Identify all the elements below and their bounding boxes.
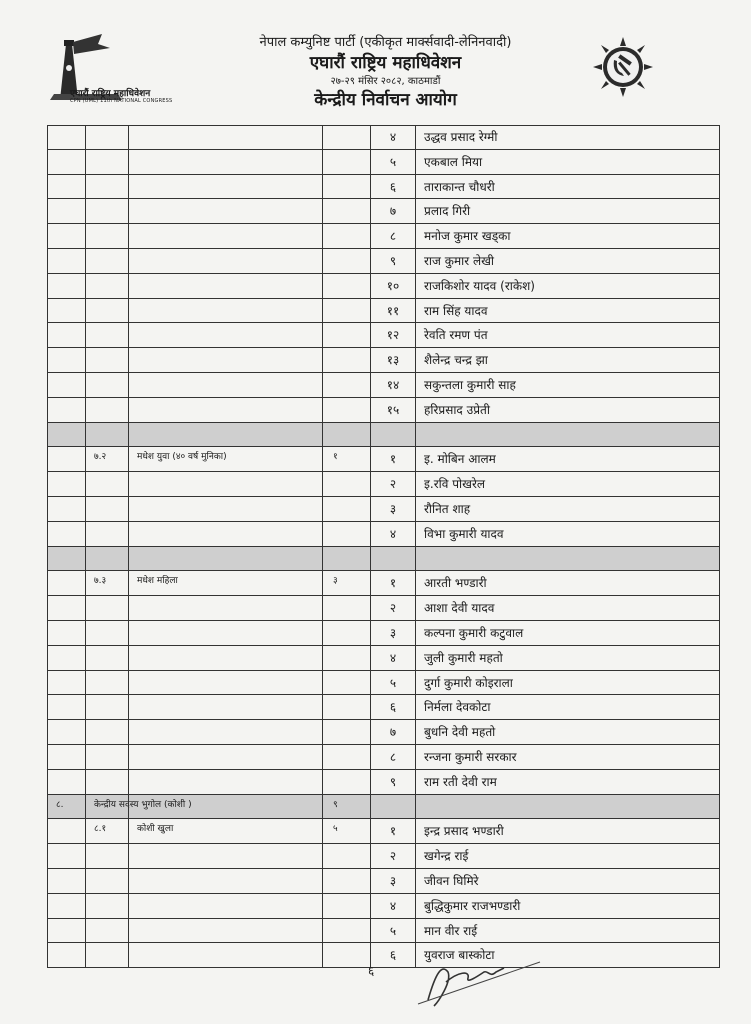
section-number bbox=[47, 547, 85, 571]
serial-number: ८ bbox=[370, 224, 415, 248]
serial-number: ३ bbox=[370, 621, 415, 645]
candidate-name: मनोज कुमार खड्का bbox=[415, 224, 720, 248]
section-number bbox=[47, 175, 85, 199]
seat-count: ३ bbox=[322, 571, 370, 595]
category-name bbox=[128, 795, 322, 819]
category-name bbox=[128, 596, 322, 620]
serial-number: ५ bbox=[370, 150, 415, 174]
seat-count: ९ bbox=[322, 795, 370, 819]
serial-number: ५ bbox=[370, 919, 415, 943]
category-name bbox=[128, 646, 322, 670]
serial-number: ११ bbox=[370, 299, 415, 323]
table-row bbox=[47, 869, 720, 894]
candidate-name: आरती भण्डारी bbox=[415, 571, 720, 595]
section-number bbox=[47, 596, 85, 620]
category-name bbox=[128, 770, 322, 794]
seat-count bbox=[322, 175, 370, 199]
logo-caption: एघारौं राष्ट्रिय महाधिवेशन bbox=[70, 89, 151, 99]
candidate-name: मान वीर राई bbox=[415, 919, 720, 943]
page-number: ६ bbox=[368, 964, 375, 978]
candidate-name: खगेन्द्र राई bbox=[415, 844, 720, 868]
seat-count bbox=[322, 869, 370, 893]
section-number bbox=[47, 646, 85, 670]
section-number bbox=[47, 224, 85, 248]
category-name bbox=[128, 373, 322, 397]
category-name bbox=[128, 348, 322, 372]
subsection-number bbox=[85, 274, 128, 298]
subsection-number bbox=[85, 720, 128, 744]
table-row bbox=[47, 373, 720, 398]
category-name bbox=[128, 323, 322, 347]
subsection-number bbox=[85, 596, 128, 620]
table-row bbox=[47, 671, 720, 696]
subsection-number bbox=[85, 199, 128, 223]
table-row bbox=[47, 943, 720, 968]
candidate-name: राम सिंह यादव bbox=[415, 299, 720, 323]
table-row bbox=[47, 646, 720, 671]
candidate-name: रौनित शाह bbox=[415, 497, 720, 521]
party-name: नेपाल कम्युनिष्ट पार्टी (एकीकृत मार्क्सवादी-लेनिनवादी) bbox=[259, 35, 512, 50]
serial-number: १ bbox=[370, 819, 415, 843]
candidate-name: एकबाल मिया bbox=[415, 150, 720, 174]
category-name bbox=[128, 224, 322, 248]
seat-count bbox=[322, 224, 370, 248]
subsection-number bbox=[85, 323, 128, 347]
serial-number: ५ bbox=[370, 671, 415, 695]
seat-count: ५ bbox=[322, 819, 370, 843]
table-row bbox=[47, 199, 720, 224]
serial-number bbox=[370, 423, 415, 447]
seat-count bbox=[322, 720, 370, 744]
seat-count bbox=[322, 547, 370, 571]
serial-number: ६ bbox=[370, 943, 415, 967]
table-row bbox=[47, 447, 720, 472]
serial-number: १ bbox=[370, 447, 415, 471]
subsection-number bbox=[85, 249, 128, 273]
category-name bbox=[128, 175, 322, 199]
subsection-number bbox=[85, 646, 128, 670]
serial-number: २ bbox=[370, 596, 415, 620]
category-name bbox=[128, 745, 322, 769]
section-row bbox=[47, 795, 720, 820]
table-row bbox=[47, 844, 720, 869]
section-number bbox=[47, 423, 85, 447]
seat-count bbox=[322, 522, 370, 546]
subsection-number bbox=[85, 175, 128, 199]
category-name bbox=[128, 522, 322, 546]
serial-number bbox=[370, 795, 415, 819]
seat-count bbox=[322, 621, 370, 645]
seat-count: १ bbox=[322, 447, 370, 471]
subsection-number bbox=[85, 621, 128, 645]
subsection-number bbox=[85, 497, 128, 521]
serial-number: ४ bbox=[370, 125, 415, 149]
candidate-name: इन्द्र प्रसाद भण्डारी bbox=[415, 819, 720, 843]
candidate-name: इ.रवि पोखरेल bbox=[415, 472, 720, 496]
seat-count bbox=[322, 472, 370, 496]
seat-count bbox=[322, 299, 370, 323]
candidate-name: शैलेन्द्र चन्द्र झा bbox=[415, 348, 720, 372]
table-row bbox=[47, 249, 720, 274]
candidate-name: सकुन्तला कुमारी साह bbox=[415, 373, 720, 397]
table-row bbox=[47, 894, 720, 919]
section-number bbox=[47, 621, 85, 645]
seat-count bbox=[322, 373, 370, 397]
candidate-name: प्रलाद गिरी bbox=[415, 199, 720, 223]
seat-count bbox=[322, 745, 370, 769]
category-name bbox=[128, 150, 322, 174]
seat-count bbox=[322, 348, 370, 372]
table-row bbox=[47, 819, 720, 844]
subsection-number: ७.३ bbox=[85, 571, 128, 595]
section-number bbox=[47, 373, 85, 397]
serial-number: ७ bbox=[370, 720, 415, 744]
subsection-number bbox=[85, 869, 128, 893]
category-name bbox=[128, 423, 322, 447]
category-name bbox=[128, 497, 322, 521]
table-row bbox=[47, 150, 720, 175]
section-number bbox=[47, 299, 85, 323]
section-number bbox=[47, 869, 85, 893]
category-name bbox=[128, 299, 322, 323]
seat-count bbox=[322, 770, 370, 794]
category-name bbox=[128, 869, 322, 893]
candidate-name: ताराकान्त चौधरी bbox=[415, 175, 720, 199]
serial-number: १ bbox=[370, 571, 415, 595]
table-row bbox=[47, 398, 720, 423]
serial-number: ६ bbox=[370, 695, 415, 719]
signature-icon bbox=[408, 942, 548, 1012]
seat-count bbox=[322, 695, 370, 719]
seat-count bbox=[322, 646, 370, 670]
table-row bbox=[47, 522, 720, 547]
table-row bbox=[47, 720, 720, 745]
candidate-name bbox=[415, 795, 720, 819]
seat-count bbox=[322, 894, 370, 918]
section-number bbox=[47, 348, 85, 372]
section-number bbox=[47, 671, 85, 695]
section-number bbox=[47, 919, 85, 943]
category-name: मधेश युवा (४० वर्ष मुनिका) bbox=[128, 447, 322, 471]
category-name bbox=[128, 844, 322, 868]
subsection-number bbox=[85, 398, 128, 422]
table-row bbox=[47, 571, 720, 596]
candidate-name: रेवति रमण पंत bbox=[415, 323, 720, 347]
subsection-number: ७.२ bbox=[85, 447, 128, 471]
section-number bbox=[47, 497, 85, 521]
table-row bbox=[47, 125, 720, 150]
seat-count bbox=[322, 150, 370, 174]
table-row bbox=[47, 224, 720, 249]
candidate-name: राजकिशोर यादव (राकेश) bbox=[415, 274, 720, 298]
serial-number: ३ bbox=[370, 869, 415, 893]
section-number bbox=[47, 447, 85, 471]
serial-number: ४ bbox=[370, 646, 415, 670]
subsection-number bbox=[85, 745, 128, 769]
candidate-name bbox=[415, 423, 720, 447]
subsection-number bbox=[85, 423, 128, 447]
subsection-number bbox=[85, 522, 128, 546]
seat-count bbox=[322, 323, 370, 347]
serial-number: १३ bbox=[370, 348, 415, 372]
category-name bbox=[128, 919, 322, 943]
section-number bbox=[47, 199, 85, 223]
serial-number: १५ bbox=[370, 398, 415, 422]
candidate-name: आशा देवी यादव bbox=[415, 596, 720, 620]
commission-title: केन्द्रीय निर्वाचन आयोग bbox=[314, 90, 457, 110]
table-row bbox=[47, 497, 720, 522]
table-row bbox=[47, 472, 720, 497]
category-name bbox=[128, 894, 322, 918]
serial-number: ७ bbox=[370, 199, 415, 223]
seat-count bbox=[322, 844, 370, 868]
subsection-number bbox=[85, 373, 128, 397]
table-row bbox=[47, 770, 720, 795]
section-number bbox=[47, 819, 85, 843]
seat-count bbox=[322, 274, 370, 298]
category-name: मधेश महिला bbox=[128, 571, 322, 595]
subsection-number: केन्द्रीय सदस्य भुगोल (कोशी ) bbox=[85, 795, 128, 819]
hammer-sickle-emblem-icon bbox=[592, 36, 654, 98]
subsection-number bbox=[85, 919, 128, 943]
table-row bbox=[47, 745, 720, 770]
candidate-name: युवराज बास्कोटा bbox=[415, 943, 720, 967]
category-name bbox=[128, 621, 322, 645]
subsection-number bbox=[85, 224, 128, 248]
table-row bbox=[47, 621, 720, 646]
table-row bbox=[47, 348, 720, 373]
seat-count bbox=[322, 125, 370, 149]
serial-number: १४ bbox=[370, 373, 415, 397]
logo-caption-english: CPN (UML) 11th NATIONAL CONGRESS bbox=[70, 98, 173, 104]
serial-number: ४ bbox=[370, 522, 415, 546]
category-name bbox=[128, 125, 322, 149]
table-row bbox=[47, 175, 720, 200]
serial-number: २ bbox=[370, 844, 415, 868]
seat-count bbox=[322, 596, 370, 620]
serial-number: ८ bbox=[370, 745, 415, 769]
subsection-number bbox=[85, 348, 128, 372]
category-name bbox=[128, 671, 322, 695]
subsection-number bbox=[85, 671, 128, 695]
subsection-number bbox=[85, 894, 128, 918]
serial-number bbox=[370, 547, 415, 571]
subsection-number bbox=[85, 547, 128, 571]
candidate-name: इ. मोबिन आलम bbox=[415, 447, 720, 471]
serial-number: १२ bbox=[370, 323, 415, 347]
seat-count bbox=[322, 943, 370, 967]
category-name bbox=[128, 943, 322, 967]
section-number bbox=[47, 249, 85, 273]
candidate-name: उद्धव प्रसाद रेग्मी bbox=[415, 125, 720, 149]
candidate-table bbox=[47, 125, 720, 968]
subsection-number bbox=[85, 299, 128, 323]
subsection-number: ८.१ bbox=[85, 819, 128, 843]
subsection-number bbox=[85, 943, 128, 967]
table-row bbox=[47, 596, 720, 621]
section-number bbox=[47, 894, 85, 918]
section-number bbox=[47, 125, 85, 149]
subsection-number bbox=[85, 150, 128, 174]
table-row bbox=[47, 695, 720, 720]
serial-number: २ bbox=[370, 472, 415, 496]
letterhead bbox=[0, 0, 751, 118]
serial-number: ६ bbox=[370, 175, 415, 199]
seat-count bbox=[322, 497, 370, 521]
candidate-name: राम रती देवी राम bbox=[415, 770, 720, 794]
section-number bbox=[47, 274, 85, 298]
category-name: कोशी खुला bbox=[128, 819, 322, 843]
section-number bbox=[47, 720, 85, 744]
section-number bbox=[47, 745, 85, 769]
seat-count bbox=[322, 423, 370, 447]
seat-count bbox=[322, 249, 370, 273]
section-number bbox=[47, 323, 85, 347]
date-place: २७-२९ मंसिर २०८२, काठमाडौं bbox=[330, 76, 441, 87]
category-name bbox=[128, 199, 322, 223]
category-name bbox=[128, 398, 322, 422]
section-number bbox=[47, 398, 85, 422]
table-row bbox=[47, 299, 720, 324]
category-name bbox=[128, 249, 322, 273]
section-number bbox=[47, 844, 85, 868]
category-name bbox=[128, 274, 322, 298]
candidate-name: कल्पना कुमारी कटुवाल bbox=[415, 621, 720, 645]
candidate-name: निर्मला देवकोटा bbox=[415, 695, 720, 719]
section-number: ८. bbox=[47, 795, 85, 819]
serial-number: १० bbox=[370, 274, 415, 298]
candidate-name: राज कुमार लेखी bbox=[415, 249, 720, 273]
section-number bbox=[47, 472, 85, 496]
section-number bbox=[47, 695, 85, 719]
candidate-name: हरिप्रसाद उप्रेती bbox=[415, 398, 720, 422]
subsection-number bbox=[85, 695, 128, 719]
candidate-name: जुली कुमारी महतो bbox=[415, 646, 720, 670]
section-row bbox=[47, 423, 720, 448]
subsection-number bbox=[85, 844, 128, 868]
candidate-name: बुद्धिकुमार राजभण्डारी bbox=[415, 894, 720, 918]
candidate-name: बुधनि देवी महतो bbox=[415, 720, 720, 744]
category-name bbox=[128, 695, 322, 719]
section-number bbox=[47, 571, 85, 595]
serial-number: ९ bbox=[370, 249, 415, 273]
table-row bbox=[47, 919, 720, 944]
section-number bbox=[47, 150, 85, 174]
seat-count bbox=[322, 398, 370, 422]
subsection-number bbox=[85, 125, 128, 149]
serial-number: ९ bbox=[370, 770, 415, 794]
section-number bbox=[47, 770, 85, 794]
serial-number: ४ bbox=[370, 894, 415, 918]
section-number bbox=[47, 522, 85, 546]
category-name bbox=[128, 472, 322, 496]
seat-count bbox=[322, 671, 370, 695]
table-row bbox=[47, 323, 720, 348]
congress-title: एघारौं राष्ट्रिय महाधिवेशन bbox=[309, 53, 462, 73]
subsection-number bbox=[85, 770, 128, 794]
candidate-name bbox=[415, 547, 720, 571]
section-number bbox=[47, 943, 85, 967]
candidate-name: रन्जना कुमारी सरकार bbox=[415, 745, 720, 769]
subsection-number bbox=[85, 472, 128, 496]
serial-number: ३ bbox=[370, 497, 415, 521]
category-name bbox=[128, 720, 322, 744]
candidate-name: विभा कुमारी यादव bbox=[415, 522, 720, 546]
seat-count bbox=[322, 199, 370, 223]
candidate-name: जीवन घिमिरे bbox=[415, 869, 720, 893]
seat-count bbox=[322, 919, 370, 943]
table-row bbox=[47, 274, 720, 299]
candidate-name: दुर्गा कुमारी कोइराला bbox=[415, 671, 720, 695]
category-name bbox=[128, 547, 322, 571]
section-row bbox=[47, 547, 720, 572]
